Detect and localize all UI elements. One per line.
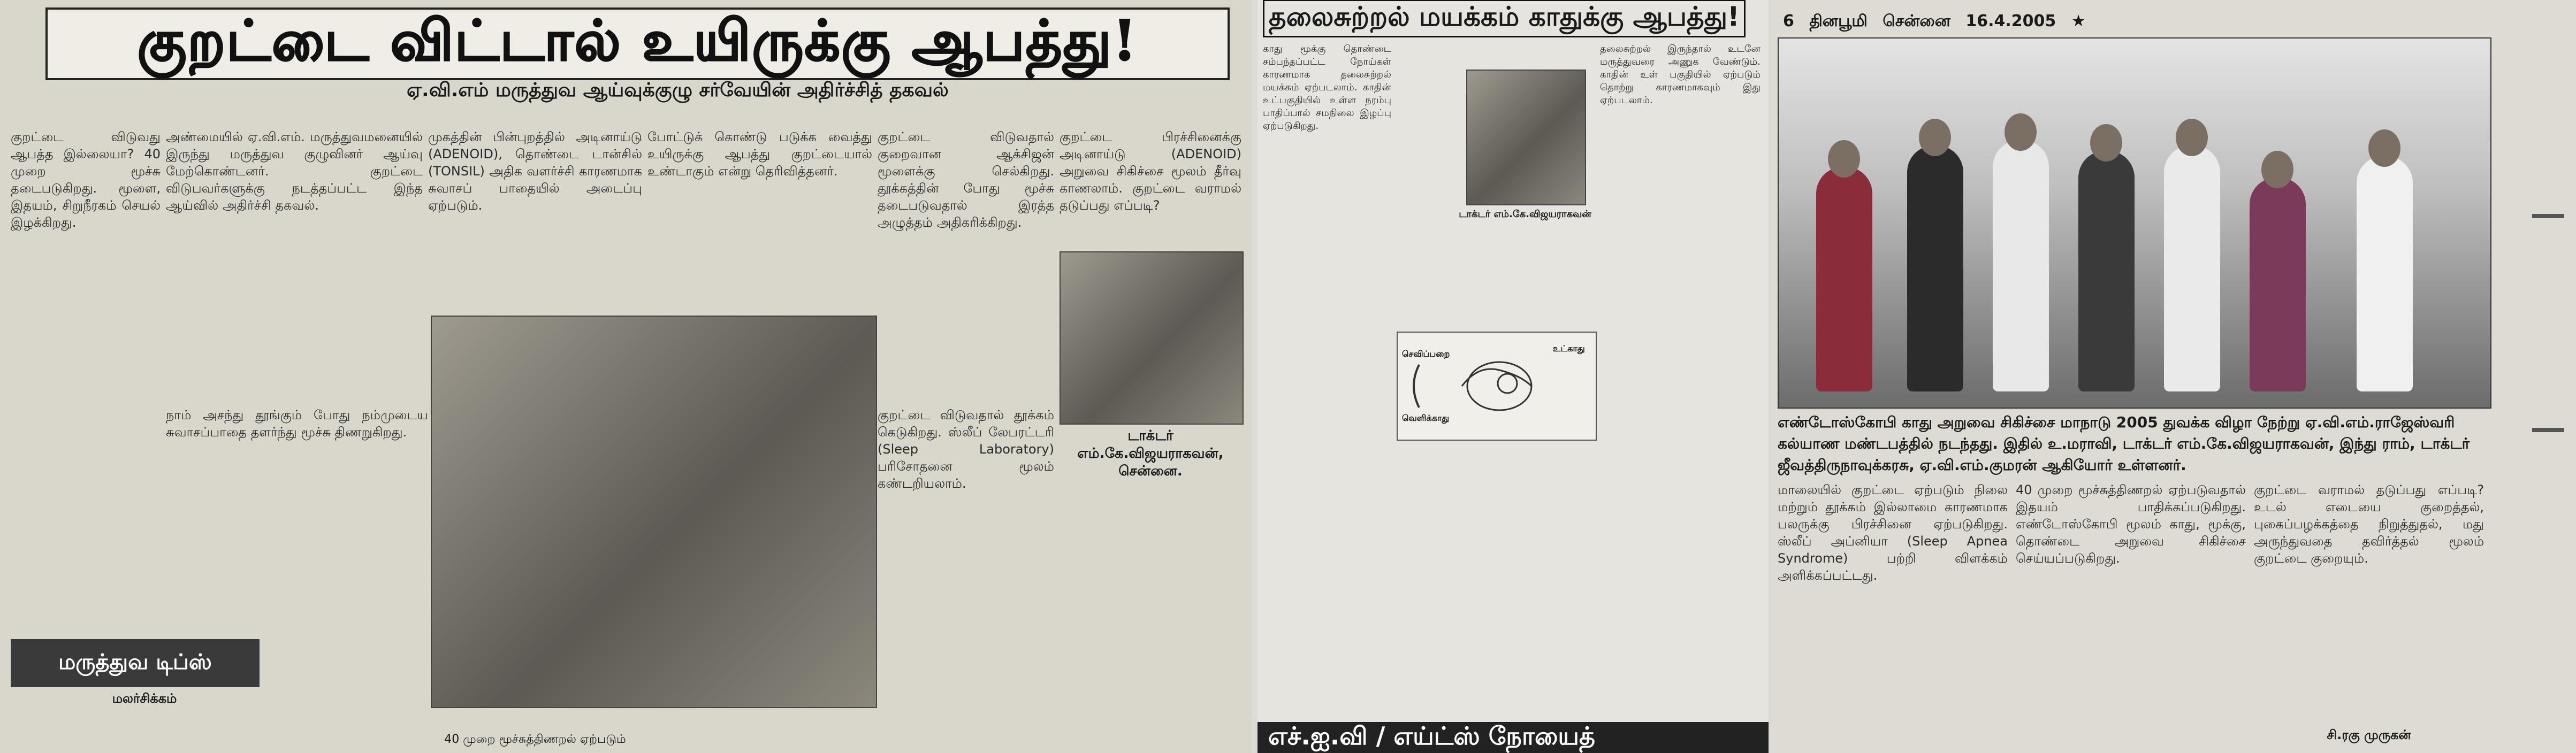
clipping-conference [1772, 0, 2576, 753]
doctor-caption: டாக்டர் எம்.கே.விஜயராகவன், சென்னை. [1077, 428, 1224, 479]
article-column-3: முகத்தின் பின்புறத்தில் அடினாய்டு (ADENOID), தொண்டை டான்சில் (TONSIL) அதிக வளர்ச்சி காரணமாக சுவாசப் பாதையில் அடைப்பு ஏற்படும். [428, 129, 642, 213]
tips-box [11, 639, 260, 687]
person-1 [1816, 167, 1872, 391]
article-column-1: காது மூக்கு தொண்டை சம்பந்தப்பட்ட நோய்கள் காரணமாக தலைசுற்றல் மயக்கம் ஏற்படலாம். காதின் உட்பகுதியில் உள்ள நரம்பு பாதிப்பால் சமநிலை இழப்பு ஏற்படுகிறது. [1263, 43, 1391, 132]
article-column-7: குறட்டை விடுவதால் தூக்கம் கெடுகிறது. ஸ்லீப் லேபரட்டரி (Sleep Laboratory) பரிசோதனை மூலம் கண்டறியலாம். [878, 408, 1054, 491]
person-4-head [2090, 124, 2122, 162]
article-column-2: தலைசுற்றல் இருந்தால் உடனே மருத்துவரை அணுக வேண்டும். காதின் உள் பகுதியில் ஏற்படும் தொற்று காரணமாகவும் இது ஏற்படலாம். [1600, 43, 1760, 106]
paper-name: தினபூமி [1809, 12, 1868, 30]
diagram-label-eardrum: செவிப்பறை [1402, 349, 1450, 359]
doctor-photo [1060, 251, 1244, 425]
margin-mark [2532, 428, 2564, 432]
article-column-6: குறட்டை விடுவதால் குறைவான ஆக்சிஜன் மூளைக்கு செல்கிறது. தூக்கத்தின் போது மூச்சு தடைபடுவதால் இரத்த அழுத்தம் அதிகரிக்கிறது. [878, 129, 1054, 230]
clipping-vertigo [1257, 0, 1769, 753]
foot-note: 40 முறை மூச்சுத்திணறல் ஏற்படும் [444, 733, 626, 746]
footer-text: எச்.ஐ.வி / எய்ட்ஸ் நோயைத் [1268, 721, 1595, 750]
city: சென்னை [1883, 12, 1950, 30]
sleeping-couple-photo [431, 316, 877, 708]
person-1-head [1828, 140, 1860, 178]
date: 16.4.2005 [1965, 12, 2056, 30]
star-icon: ★ [2071, 12, 2086, 30]
photo-caption: எண்டோஸ்கோபி காது அறுவை சிகிச்சை மாநாடு 2005 துவக்க விழா நேற்று ஏ.வி.எம்.ராஜேஸ்வரி கல்யாண மண்டபத்தில் நடந்தது. இதில் உ.மராவி, டாக்டர் எம்.கே.விஜயராகவன், இந்து ராம், டாக்டர் ஜீவத்திருநாவுக்கரசு, ஏ.வி.எம்.குமரன் ஆகியோர் உள்ளனர். [1778, 413, 2470, 474]
article-column-2: 40 முறை மூச்சுத்திணறல் ஏற்படுவதால் இதயம் பாதிக்கப்படுகிறது. எண்டோஸ்கோபி மூலம் காது, மூக்கு, தொண்டை அறுவை சிகிச்சை செய்யப்படுகிறது. [2016, 482, 2246, 566]
person-2 [1907, 145, 1963, 391]
ear-diagram [1397, 332, 1597, 441]
person-5-head [2176, 119, 2208, 156]
clipping-snoring [0, 0, 1252, 753]
article-column-1: குறட்டை விடுவது ஆபத்த இல்லையா? 40 முறை மூச்சு தடைபடுகிறது. மூளை, இதயம், சிறுநீரகம் செயல் இழக்கிறது. [11, 129, 161, 230]
headline-box [1257, 0, 1769, 36]
doctor-photo [1466, 70, 1586, 205]
masthead [1783, 12, 2095, 33]
person-3-head [2005, 113, 2037, 151]
margin-mark [2532, 214, 2564, 218]
footer-banner [1257, 722, 1769, 753]
tips-box-label: மருத்துவ டிப்ஸ் [58, 649, 212, 674]
person-7 [2357, 156, 2413, 391]
article-column-5: நாம் அசந்து தூங்கும் போது நம்முடைய சுவாசப்பாதை தளர்ந்து மூச்சு திணறுகிறது. [166, 408, 428, 440]
person-2-head [1919, 119, 1951, 156]
page-number: 6 [1783, 12, 1794, 30]
diagram-label-inner-ear: உட்காது [1553, 343, 1585, 354]
diagram-label-outer-ear: வெளிக்காது [1402, 413, 1450, 423]
subheadline: ஏ.வி.எம் மருத்துவ ஆய்வுக்குழு சர்வேயின் அதிர்ச்சித் தகவல் [407, 79, 949, 101]
person-6 [2250, 178, 2306, 391]
article-column-4: போட்டுக் கொண்டு படுக்க வைத்து உயிருக்கு ஆபத்து குறட்டையால் உண்டாகும் என்று தெரிவித்தனர். [647, 129, 872, 179]
person-4 [2078, 151, 2135, 391]
person-7-head [2368, 129, 2400, 167]
byline: சி.ரகு முருகன் [2327, 727, 2411, 742]
person-3 [1993, 140, 2049, 391]
group-photo [1778, 37, 2491, 409]
person-6-head [2261, 151, 2293, 188]
headline: குறட்டை விட்டால் உயிருக்கு ஆபத்து! [137, 7, 1138, 73]
headline-box [45, 7, 1230, 80]
headline: தலைசுற்றல் மயக்கம் காதுக்கு ஆபத்து! [1263, 0, 1746, 37]
article-column-1: மாலையில் குறட்டை ஏற்படும் நிலை மற்றும் தூக்கம் இல்லாமை காரணமாக பலருக்கு பிரச்சினை ஏற்படுகிறது. ஸ்லீப் அப்னியா (Sleep Apnea Syndrome) பற்றி விளக்கம் அளிக்கப்பட்டது. [1778, 482, 2008, 583]
article-column-3: குறட்டை வராமல் தடுப்பது எப்படி? உடல் எடையை குறைத்தல், புகைப்பழக்கத்தை நிறுத்துதல், மது அருந்துவதை தவிர்த்தல் மூலம் குறட்டை குறையும். [2254, 482, 2484, 566]
tips-sub: மலர்சிக்கம் [112, 691, 177, 706]
doctor-caption: டாக்டர் எம்.கே.விஜயராகவன் [1459, 209, 1591, 220]
article-column-8: குறட்டை பிரச்சினைக்கு அடினாய்டு (ADENOID) அறுவை சிகிச்சை மூலம் தீர்வு காணலாம். குறட்டை வராமல் தடுப்பது எப்படி? [1060, 129, 1241, 213]
person-5 [2164, 145, 2220, 391]
article-column-2: அண்மையில் ஏ.வி.எம். மருத்துவமனையில் இருந்து மருத்துவ குழுவினர் ஆய்வு மேற்கொண்டனர். குறட்டை விடுபவர்களுக்கு நடத்தப்பட்ட இந்த ஆய்வில் அதிர்ச்சி தகவல். [166, 129, 423, 213]
